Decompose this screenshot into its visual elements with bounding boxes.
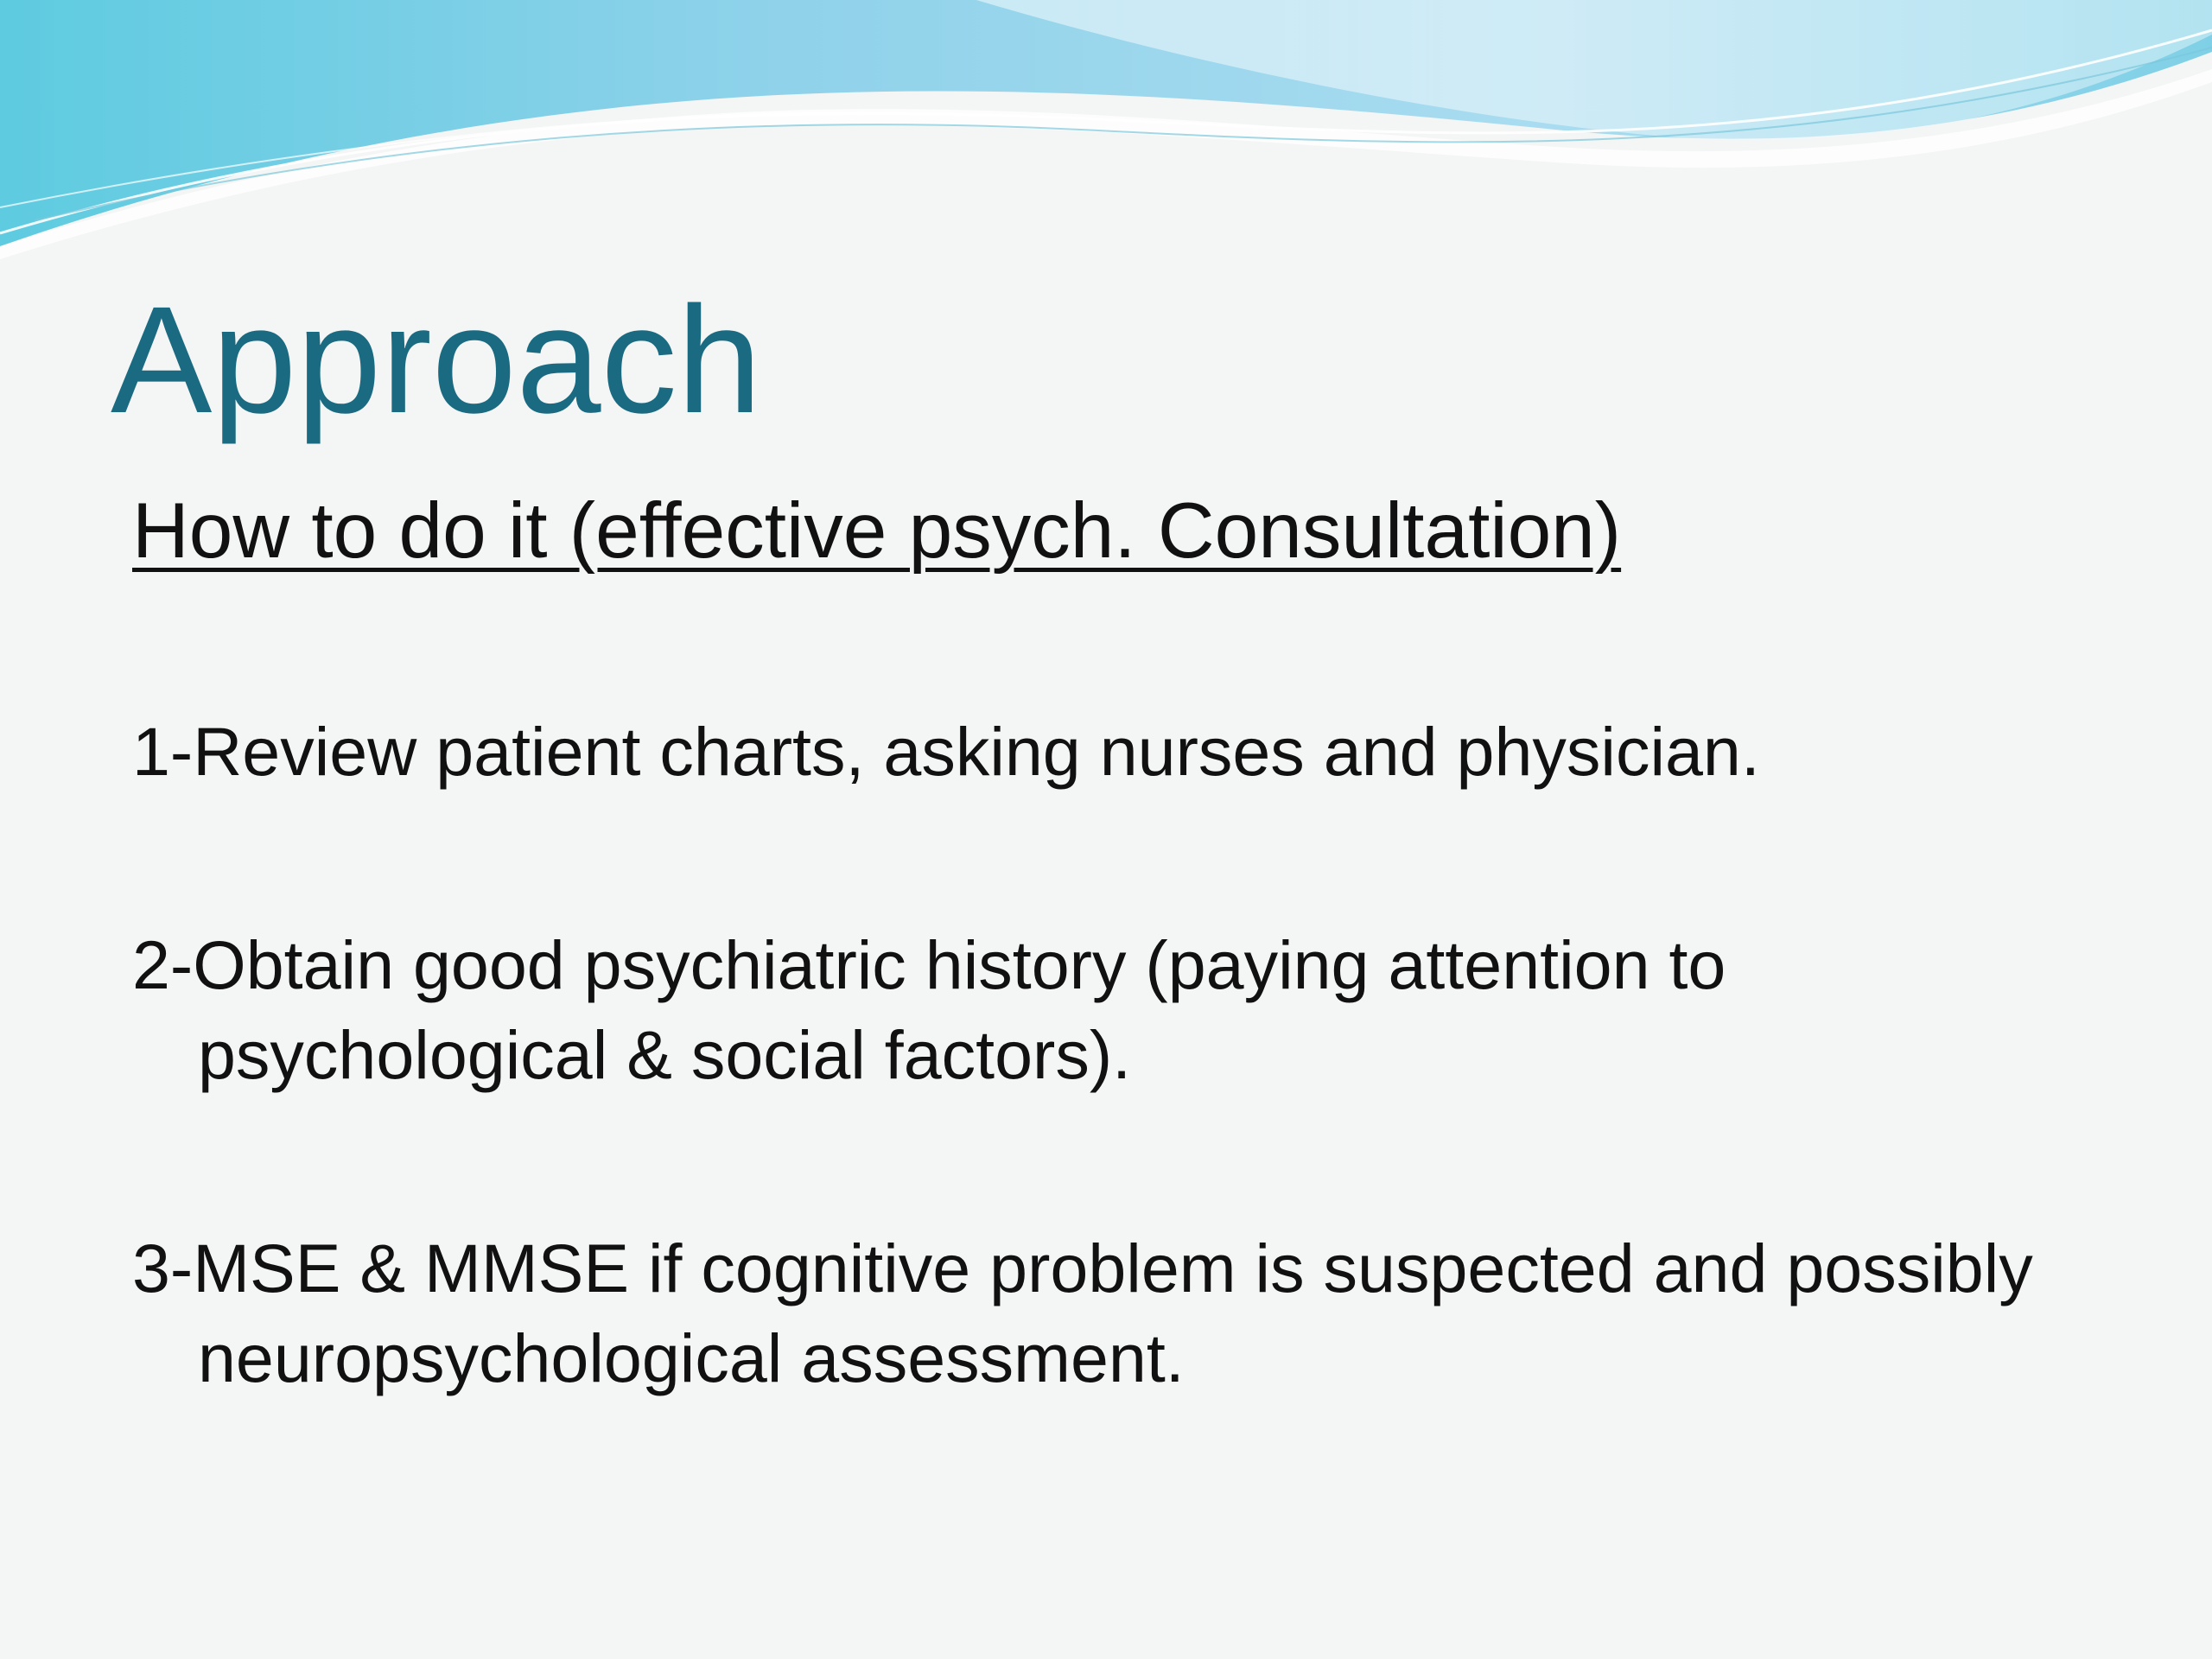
slide-subheading: How to do it (effective psych. Consultation) [132,487,1622,575]
list-item: 2-Obtain good psychiatric history (paying attention to psychological & social factors). [132,926,1726,1093]
list-item: 3-MSE & MMSE if cognitive problem is suspected and possibly neuropsychological assessment. [132,1230,2033,1396]
header-wave-decoration [0,0,2212,276]
slide-title: Approach [111,276,762,445]
list-item: 1-Review patient charts, asking nurses and physician. [132,713,1760,790]
